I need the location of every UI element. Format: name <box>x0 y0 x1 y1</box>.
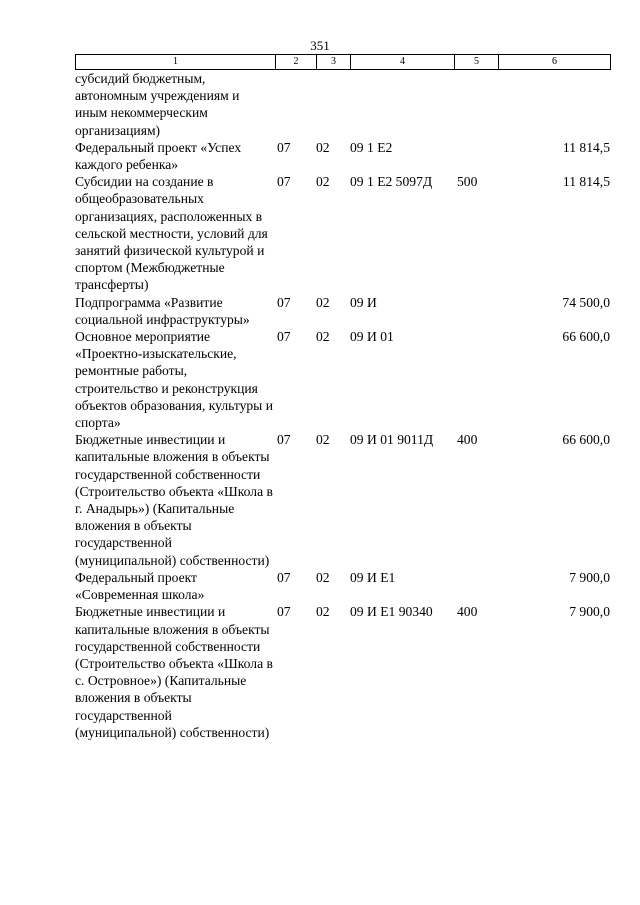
row-section: 07 <box>277 329 291 345</box>
row-subsection: 02 <box>316 604 330 620</box>
row-subsection: 02 <box>316 139 330 155</box>
table-row <box>75 70 610 139</box>
row-subsection: 02 <box>316 432 330 448</box>
row-subsection: 02 <box>316 329 330 345</box>
row-name: Подпрограмма «Развитие социальной инфраструктуры» <box>75 294 250 327</box>
row-name: субсидий бюджетным, автономным учреждениям и иным некоммерческим организациям) <box>75 71 240 138</box>
budget-table <box>75 70 610 741</box>
row-amount: 7 900,0 <box>569 604 610 620</box>
row-type: 400 <box>457 432 478 448</box>
column-header-5: 5 <box>455 55 499 70</box>
row-type: 400 <box>457 604 478 620</box>
row-section: 07 <box>277 432 291 448</box>
row-amount: 11 814,5 <box>562 174 610 190</box>
row-section: 07 <box>277 139 291 155</box>
row-target: 09 1 Е2 5097Д <box>350 174 433 190</box>
row-target <box>350 70 454 139</box>
row-subsection: 02 <box>316 569 330 585</box>
row-name: Федеральный проект «Современная школа» <box>75 569 205 603</box>
column-header-1: 1 <box>76 55 276 70</box>
row-name: Бюджетные инвестиции и капитальные вложения в объекты государственной собственности (Строительство объекта «Школа в с. Островное») (Капитальные вложения в объекты государственной (муниципальной) собственности) <box>75 604 273 740</box>
table-row <box>75 569 610 603</box>
row-type <box>454 139 498 173</box>
table-row <box>75 294 610 328</box>
row-section: 07 <box>277 294 291 310</box>
column-header-4: 4 <box>351 55 455 70</box>
page-number: 351 <box>310 38 330 53</box>
row-amount <box>498 70 610 139</box>
column-header-row <box>76 55 611 70</box>
row-section: 07 <box>277 604 291 620</box>
row-name: Основное мероприятие «Проектно-изыскательские, ремонтные работы, строительство и реконструкция объектов образования, культуры и спорта» <box>75 329 273 431</box>
table-row <box>75 173 610 293</box>
column-header-table <box>75 54 611 70</box>
row-subsection: 02 <box>316 174 330 190</box>
row-target: 09 И Е1 <box>350 569 396 585</box>
row-type <box>454 294 498 328</box>
row-subsection <box>316 70 350 139</box>
table-row <box>75 328 610 431</box>
row-name: Субсидии на создание в общеобразовательных организациях, расположенных в сельской местности, условий для занятий физической культурой и спортом (Межбюджетные трансферты) <box>75 174 268 293</box>
row-section: 07 <box>277 174 291 190</box>
column-header-3: 3 <box>317 55 351 70</box>
table-row <box>75 431 610 569</box>
row-type <box>454 569 498 603</box>
row-amount: 66 600,0 <box>562 329 610 345</box>
row-amount: 66 600,0 <box>562 432 610 448</box>
row-target: 09 И 01 <box>350 329 394 345</box>
row-target: 09 И <box>350 294 377 310</box>
row-subsection: 02 <box>316 294 330 310</box>
row-type <box>454 70 498 139</box>
row-type <box>454 328 498 431</box>
row-amount: 11 814,5 <box>562 139 610 155</box>
table-row <box>75 603 610 741</box>
row-amount: 74 500,0 <box>562 294 610 310</box>
table-row <box>75 139 610 173</box>
row-type: 500 <box>457 174 478 190</box>
row-target: 09 И Е1 90340 <box>350 604 433 620</box>
row-section: 07 <box>277 569 291 585</box>
row-section <box>275 70 316 139</box>
row-name: Бюджетные инвестиции и капитальные вложения в объекты государственной собственности (Строительство объекта «Школа в г. Анадырь») (Капитальные вложения в объекты государственной (муниципальной) собственности) <box>75 432 273 568</box>
column-header-6: 6 <box>499 55 611 70</box>
row-name: Федеральный проект «Успех каждого ребенка» <box>75 139 242 173</box>
column-header-2: 2 <box>276 55 317 70</box>
row-target: 09 И 01 9011Д <box>350 432 434 448</box>
row-target: 09 1 Е2 <box>350 139 393 155</box>
row-amount: 7 900,0 <box>569 569 610 585</box>
